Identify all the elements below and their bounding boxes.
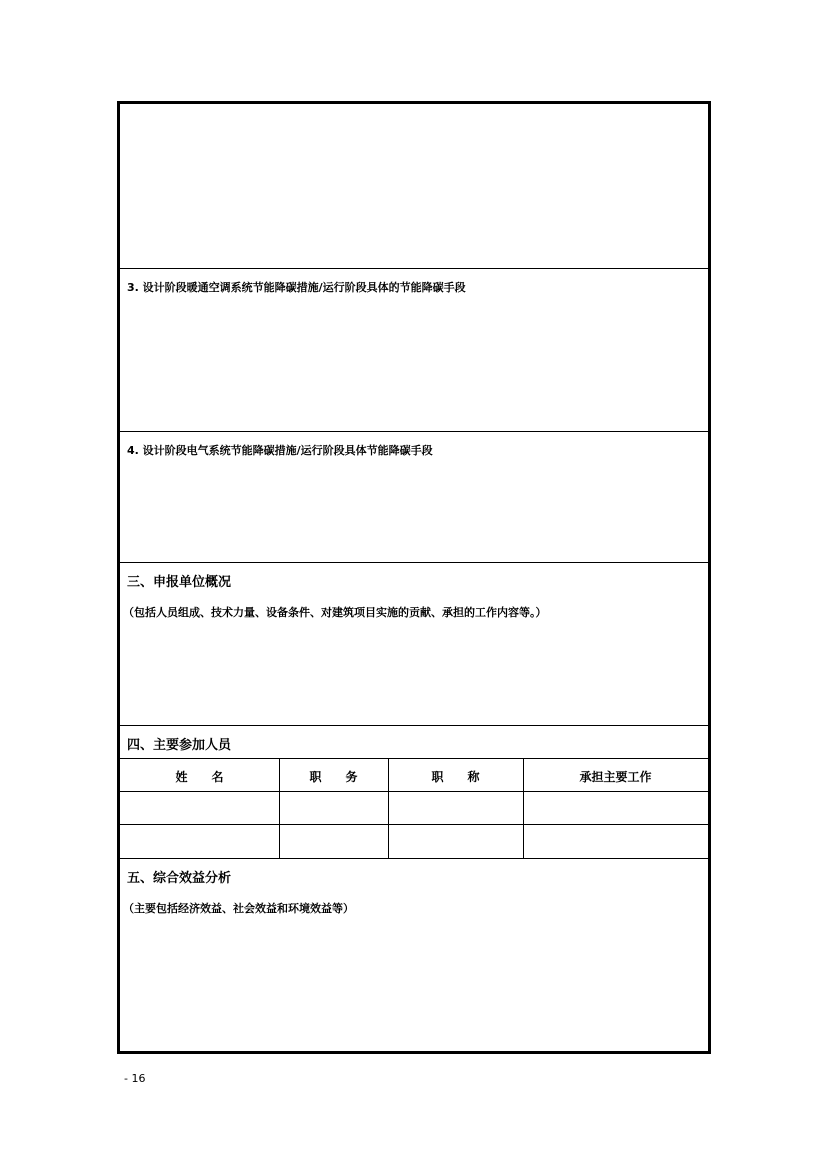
header-title: 职 称 — [431, 770, 480, 784]
row-divider — [120, 858, 708, 859]
column-divider — [523, 758, 524, 858]
applicant-section-note: （包括人员组成、技术力量、设备条件、对建筑项目实施的贡献、承担的工作内容等。） — [123, 606, 547, 619]
column-divider — [279, 758, 280, 858]
row-divider — [120, 431, 708, 432]
applicant-section-title: 三、申报单位概况 — [127, 575, 232, 590]
benefits-section-note: （主要包括经济效益、社会效益和环境效益等） — [123, 902, 354, 915]
row-divider — [120, 268, 708, 269]
header-main-work: 承担主要工作 — [579, 770, 652, 784]
header-position: 职 务 — [309, 770, 358, 784]
benefits-section-title: 五、综合效益分析 — [127, 871, 232, 886]
header-name: 姓 名 — [175, 770, 224, 784]
row-divider — [120, 725, 708, 726]
table-row — [120, 791, 708, 792]
table-row — [120, 824, 708, 825]
section4-heading: 4. 设计阶段电气系统节能降碳措施/运行阶段具体节能降碳手段 — [127, 444, 433, 457]
column-divider — [388, 758, 389, 858]
personnel-section-title: 四、主要参加人员 — [127, 738, 232, 753]
application-form-table — [117, 101, 711, 1054]
page-number: - 16 — [124, 1072, 146, 1085]
section3-heading: 3. 设计阶段暖通空调系统节能降碳措施/运行阶段具体的节能降碳手段 — [127, 281, 466, 294]
row-divider — [120, 562, 708, 563]
row-divider — [120, 758, 708, 759]
